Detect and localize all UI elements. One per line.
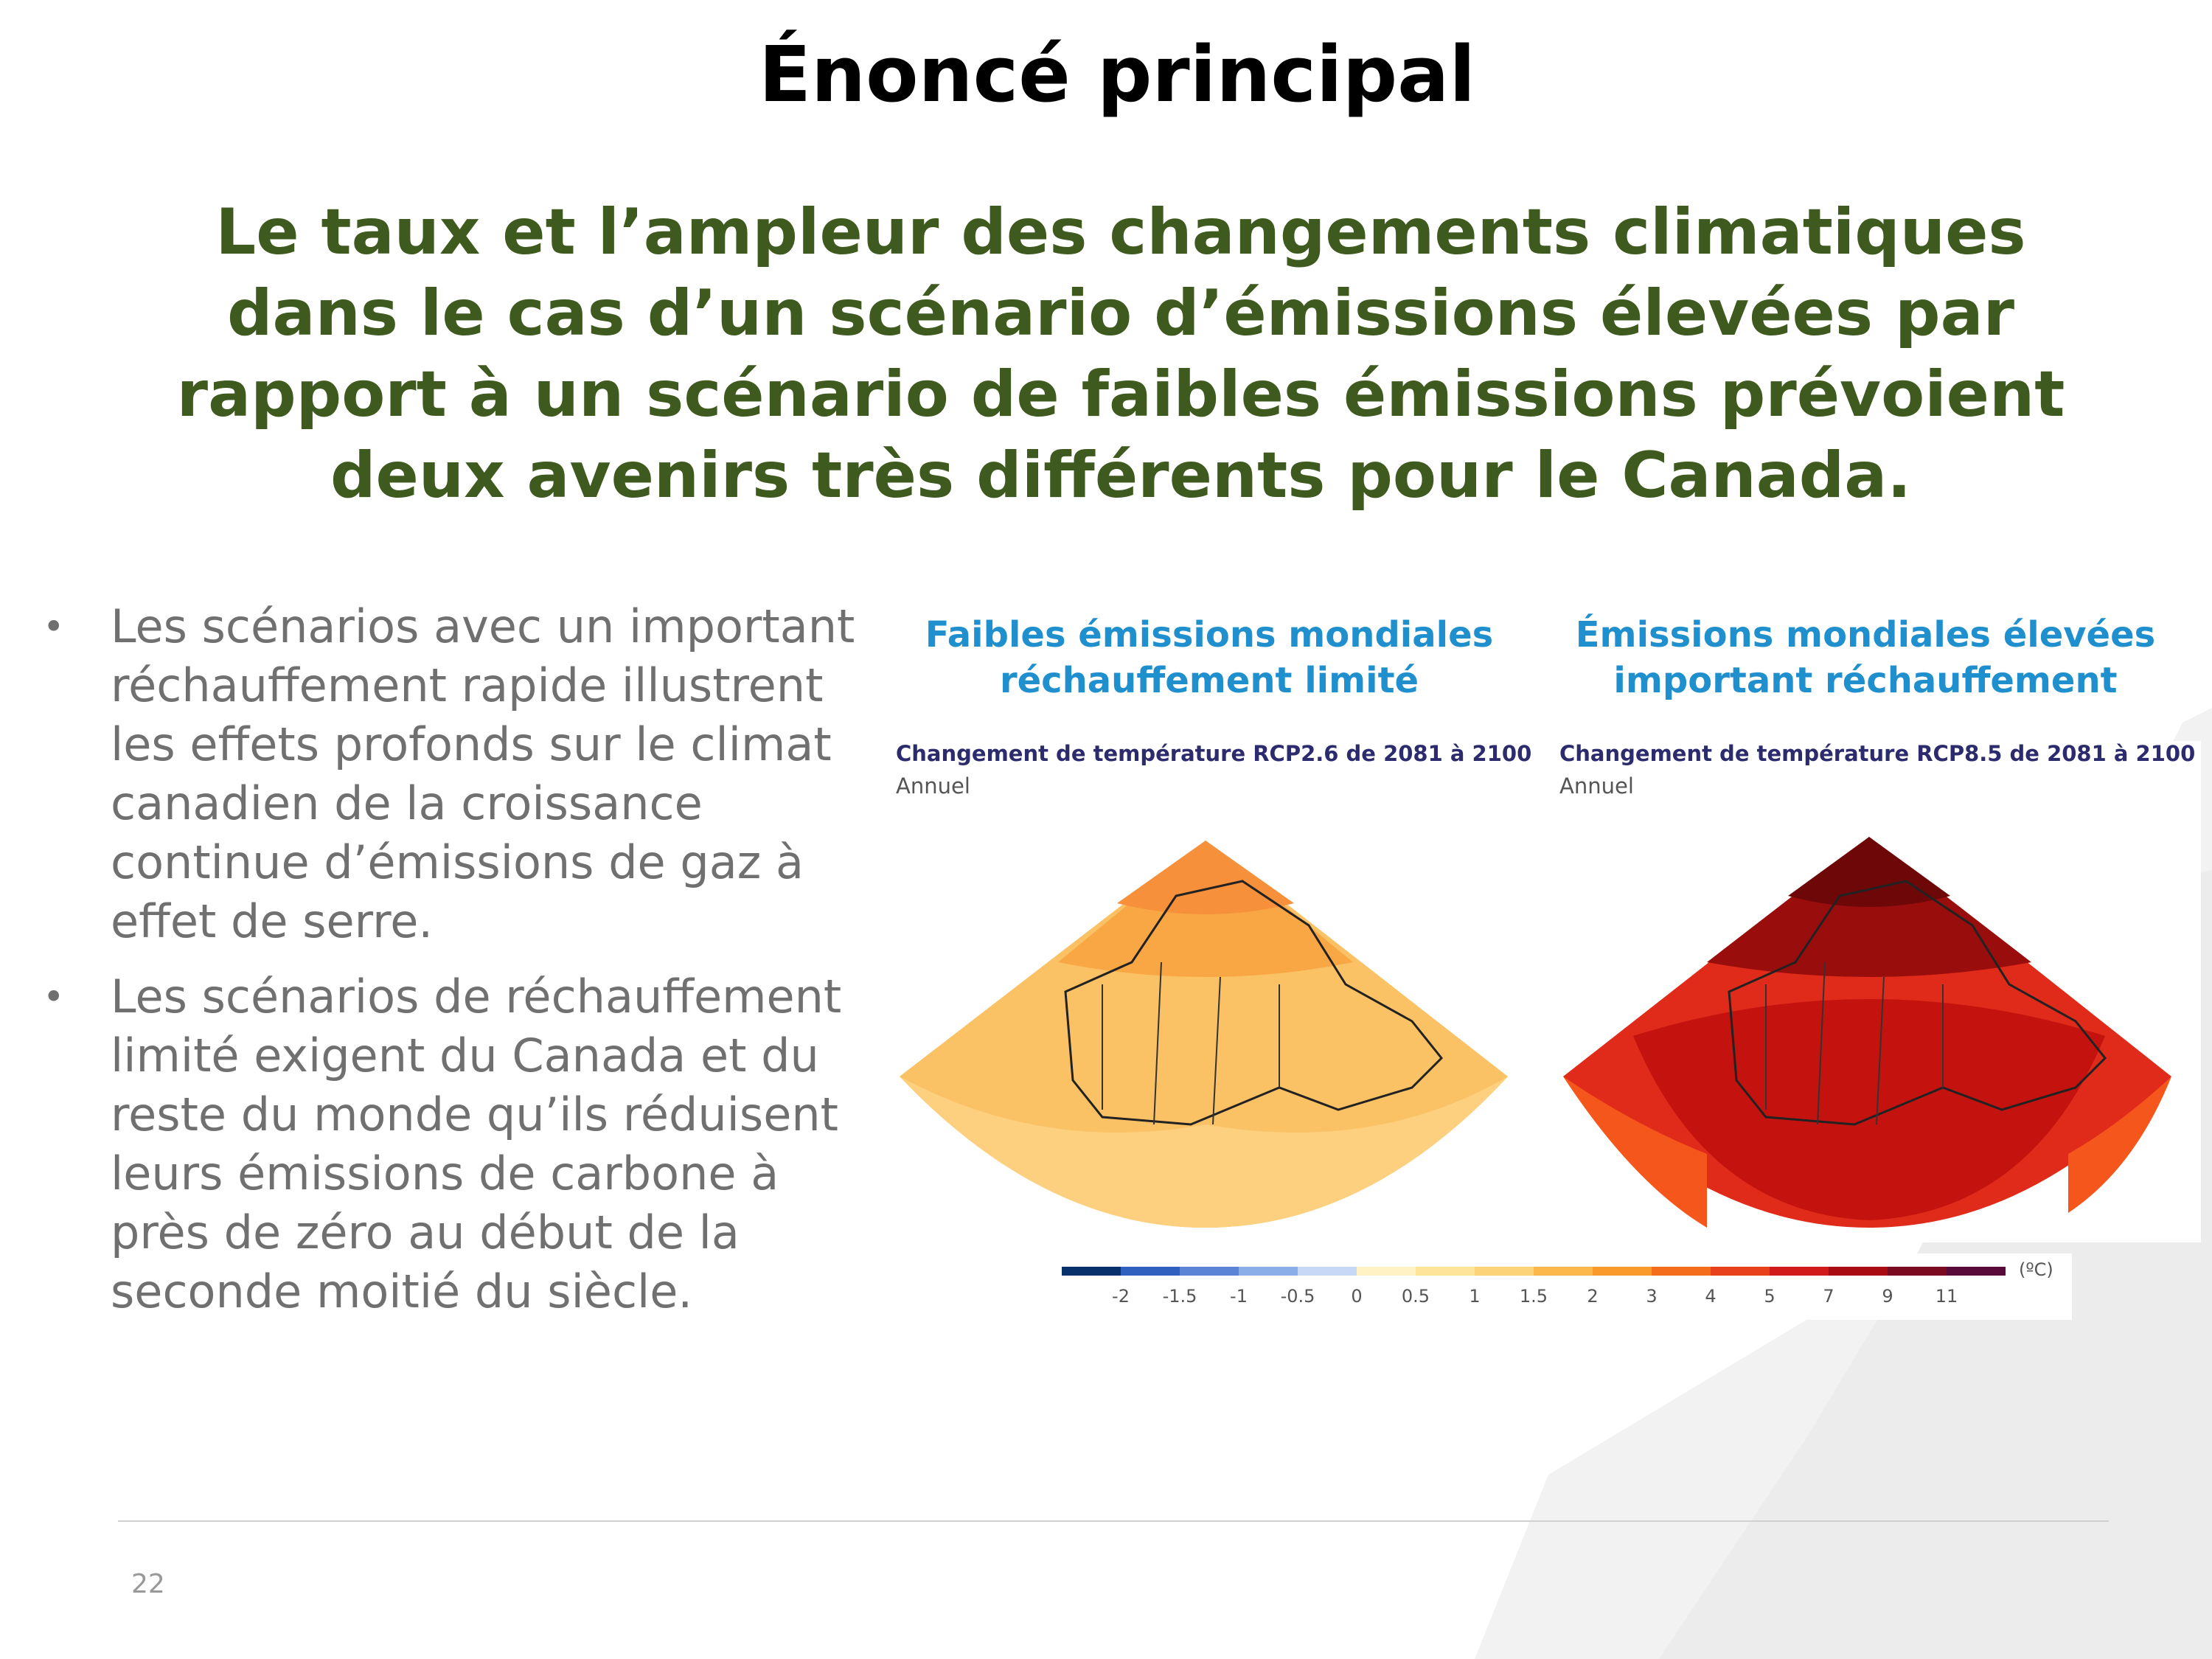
legend-swatch (1357, 1267, 1416, 1276)
legend-swatch (1239, 1267, 1298, 1276)
legend-tick-label: 9 (1882, 1286, 1893, 1307)
legend-swatch (1947, 1267, 2006, 1276)
bullet-item (37, 967, 885, 1321)
legend-tick-label: 3 (1646, 1286, 1658, 1307)
legend-tick-label: 0 (1351, 1286, 1363, 1307)
bullet-item (37, 597, 885, 951)
low-map-subtitle: Annuel (896, 773, 970, 799)
key-statement: Le taux et l’ampleur des changements climatiques dans le cas d’un scénario d’émissions élevées par rapport à un scénario de faibles émissions prévoient deux avenirs très différents pour le Canada. (176, 195, 2065, 512)
bullet-list (37, 597, 885, 1338)
legend-tick-label: 1 (1469, 1286, 1481, 1307)
bullet-icon: • (43, 975, 65, 1018)
slide-title: Énoncé principal (759, 29, 1475, 119)
low-map-title: Changement de température RCP2.6 de 2081 à 2100 (896, 741, 1532, 766)
legend-tick-label: 1.5 (1519, 1286, 1548, 1307)
footer-divider (118, 1520, 2109, 1522)
legend-tick-label: 4 (1705, 1286, 1717, 1307)
low-emissions-map (896, 741, 1537, 1242)
legend-colorbar (1047, 1253, 2072, 1320)
legend-tick-label: 0.5 (1401, 1286, 1430, 1307)
low-map-graphic (896, 741, 1537, 1242)
legend-swatch (1180, 1267, 1239, 1276)
high-map-graphic (1559, 741, 2201, 1242)
high-emissions-heading: Émissions mondiales élevées important réchauffement (1575, 614, 2156, 701)
legend-tick-label: 11 (1935, 1286, 1958, 1307)
legend-tick-label: -1 (1230, 1286, 1248, 1307)
high-map-subtitle: Annuel (1559, 773, 1634, 799)
bullet-icon: • (43, 605, 65, 648)
temperature-legend (1047, 1253, 2072, 1320)
legend-tick-label: -0.5 (1280, 1286, 1315, 1307)
legend-swatch (1475, 1267, 1534, 1276)
legend-swatch (1062, 1267, 1121, 1276)
legend-tick-label: -1.5 (1162, 1286, 1197, 1307)
bullet-text: Les scénarios avec un important réchauffement rapide illustrent les effets profonds sur le climat canadien de la croissance continue d’émissions de gaz à effet de serre. (111, 599, 855, 948)
legend-tick-label: 7 (1823, 1286, 1834, 1307)
legend-swatch (1888, 1267, 1947, 1276)
legend-swatch (1652, 1267, 1711, 1276)
legend-swatch (1298, 1267, 1357, 1276)
high-emissions-map (1559, 741, 2201, 1242)
legend-tick-label: 2 (1587, 1286, 1599, 1307)
page-number: 22 (131, 1569, 165, 1599)
legend-swatch (1770, 1267, 1829, 1276)
legend-unit: (ºC) (2019, 1259, 2053, 1280)
low-emissions-heading: Faibles émissions mondiales réchauffement limité (925, 614, 1494, 701)
bullet-text: Les scénarios de réchauffement limité exigent du Canada et du reste du monde qu’ils réduisent leurs émissions de carbone à près de zéro au début de la seconde moitié du siècle. (111, 970, 842, 1318)
legend-swatch (1829, 1267, 1888, 1276)
legend-swatch (1416, 1267, 1475, 1276)
legend-tick-label: -2 (1112, 1286, 1130, 1307)
legend-tick-label: 5 (1764, 1286, 1775, 1307)
legend-swatch (1593, 1267, 1652, 1276)
legend-swatch (1534, 1267, 1593, 1276)
legend-swatch (1711, 1267, 1770, 1276)
legend-swatch (1121, 1267, 1180, 1276)
high-map-title: Changement de température RCP8.5 de 2081 à 2100 (1559, 741, 2196, 766)
